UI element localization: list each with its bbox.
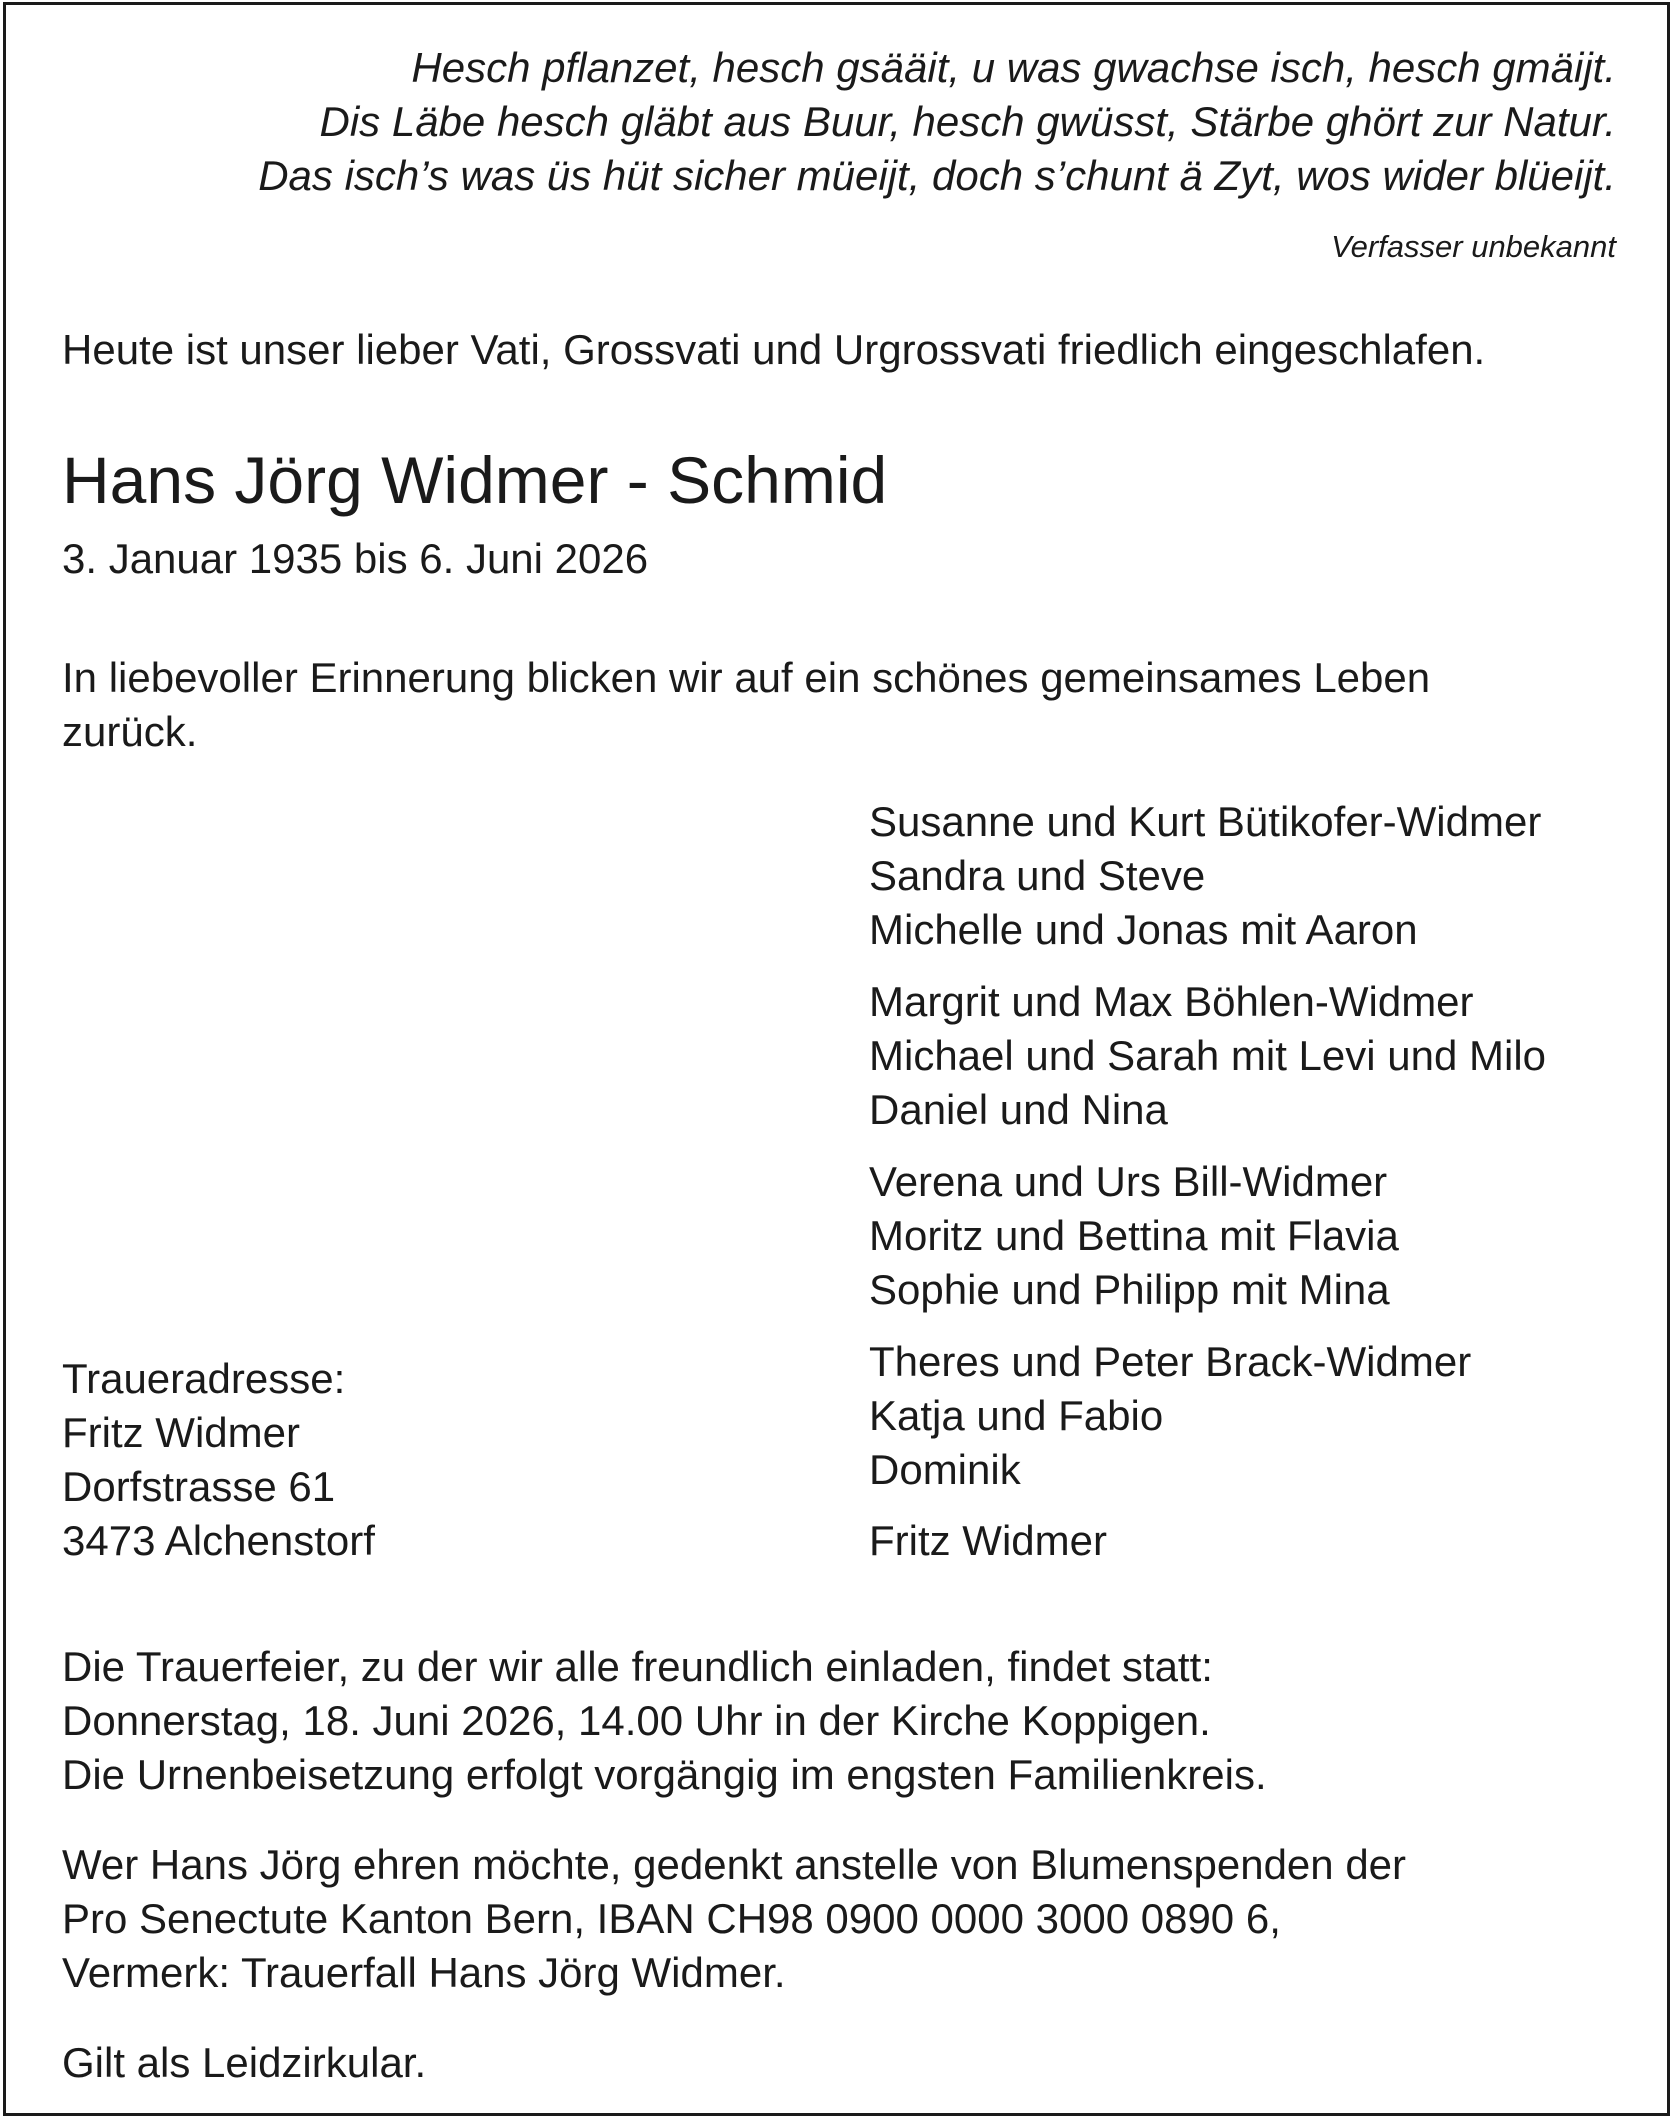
family-group-1-line-3: Michelle und Jonas mit Aaron — [869, 906, 1418, 953]
donation-line-2: Pro Senectute Kanton Bern, IBAN CH98 0900 0000 3000 0890 6, — [62, 1895, 1281, 1942]
family-group-1-line-2: Sandra und Steve — [869, 852, 1206, 899]
family-group-3-line-1: Verena und Urs Bill-Widmer — [869, 1158, 1388, 1205]
poem-line-2: Dis Läbe hesch gläbt aus Buur, hesch gwüsst, Stärbe ghört zur Natur. — [319, 98, 1616, 145]
family-group-3-line-3: Sophie und Philipp mit Mina — [869, 1266, 1390, 1313]
family-group-2-line-2: Michael und Sarah mit Levi und Milo — [869, 1032, 1547, 1079]
family-group-4-line-3: Dominik — [869, 1446, 1021, 1493]
poem-author: Verfasser unbekannt — [1331, 229, 1616, 264]
donation-line-1: Wer Hans Jörg ehren möchte, gedenkt anstelle von Blumenspenden der — [62, 1841, 1407, 1888]
ceremony-line-2: Donnerstag, 18. Juni 2026, 14.00 Uhr in der Kirche Koppigen. — [62, 1697, 1211, 1744]
family-group-3-line-2: Moritz und Bettina mit Flavia — [869, 1212, 1399, 1259]
deceased-name: Hans Jörg Widmer - Schmid — [62, 443, 888, 517]
announcement-text: Heute ist unser lieber Vati, Grossvati und Urgrossvati friedlich eingeschlafen. — [62, 326, 1486, 373]
family-group-2-line-1: Margrit und Max Böhlen-Widmer — [869, 978, 1474, 1025]
family-group-4-line-2: Katja und Fabio — [869, 1392, 1164, 1439]
ceremony-line-3: Die Urnenbeisetzung erfolgt vorgängig im engsten Familienkreis. — [62, 1751, 1267, 1798]
mourning-address-name: Fritz Widmer — [62, 1409, 300, 1456]
memory-line-2: zurück. — [62, 708, 198, 755]
ceremony-line-1: Die Trauerfeier, zu der wir alle freundlich einladen, findet statt: — [62, 1643, 1213, 1690]
memory-line-1: In liebevoller Erinnerung blicken wir auf ein schönes gemeinsames Leben — [62, 654, 1431, 701]
mourning-address-city: 3473 Alchenstorf — [62, 1517, 375, 1564]
family-group-4-line-1: Theres und Peter Brack-Widmer — [869, 1338, 1472, 1385]
family-group-1-line-1: Susanne und Kurt Bütikofer-Widmer — [869, 798, 1542, 845]
poem-line-3: Das isch’s was üs hüt sicher müeijt, doch s’chunt ä Zyt, wos wider blüeijt. — [258, 152, 1616, 199]
family-group-2-line-3: Daniel und Nina — [869, 1086, 1168, 1133]
family-group-5-line-1: Fritz Widmer — [869, 1517, 1107, 1564]
closing-text: Gilt als Leidzirkular. — [62, 2039, 427, 2086]
mourning-address-street: Dorfstrasse 61 — [62, 1463, 336, 1510]
mourning-address-label: Traueradresse: — [62, 1355, 346, 1402]
deceased-dates: 3. Januar 1935 bis 6. Juni 2026 — [62, 535, 649, 582]
donation-line-3: Vermerk: Trauerfall Hans Jörg Widmer. — [62, 1949, 786, 1996]
poem-line-1: Hesch pflanzet, hesch gsääit, u was gwachse isch, hesch gmäijt. — [411, 44, 1616, 91]
